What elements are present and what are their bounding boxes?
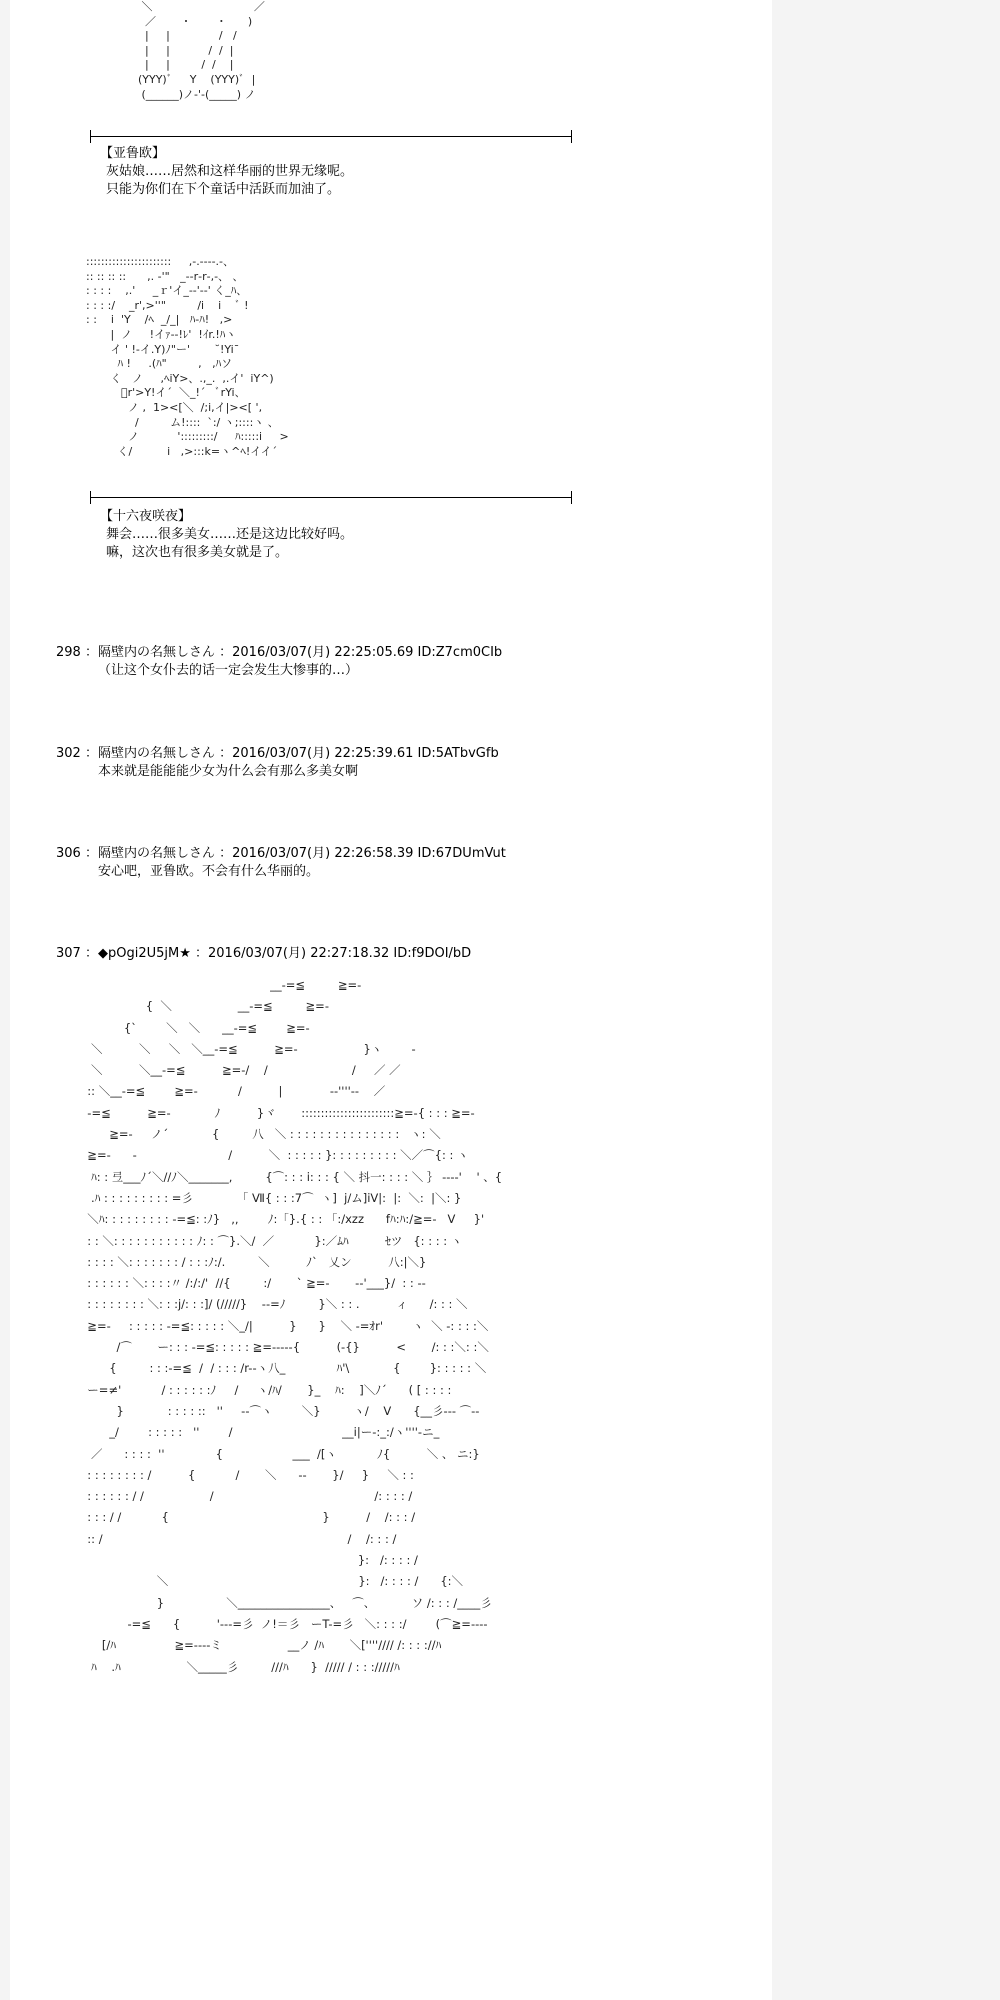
post-date: 2016/03/07(月) 22:25:39.61	[232, 746, 414, 761]
sakuya-ascii-art: ::::::::::::::::::::::: ,-.----.-、 :: :: :: :: ,. ‐'" _-‐r‐r‐,-、 、 : : : : ,.' _ｒ'イ_-‐'-‐' く_ﾊ、 : : : :/ _r',>''" /i i ﾞ ! : : i 'Y /ﾍ _/_| ﾊ-ﾊ! ,> | ノ !イｧ-‐!ﾚ' !ｲr.!ﾊヽ イ ' !-イ.Y)ﾉ"ー' ˘!Yi¯ ﾊ ! .(ﾊ" , ,ﾊソ く ノ ,ﾍiY>、.,_. ,.イ' iY^) ﾞr'>Y!イ´ ＼_!´ ﾞrYi、 ノ , 1><[＼ /;i,イ|><[ ', / ム!:::: `:/ ヽ;::::ヽ 、 ノ ':::::::::/ ﾊ:::::i > く/ i ,>:::k=ヽ^ﾍ!イイ´	[86, 255, 289, 458]
poster-id[interactable]: ID:Z7cm0CIb	[417, 645, 503, 660]
speaker-name: 【亚鲁欧】	[100, 146, 166, 161]
dialogue-line: 嘛，这次也有很多美女就是了。	[106, 545, 289, 560]
poster-name: ◆pOgi2U5jM★	[97, 946, 191, 961]
post-body: 安心吧，亚鲁欧。不会有什么华丽的。	[98, 864, 320, 879]
post-body: 本来就是能能能少女为什么会有那么多美女啊	[98, 764, 359, 779]
dialogue-line: 只能为你们在下个童话中活跃而加油了。	[106, 182, 341, 197]
cinderella-ascii-art: ＼ ／ ／ ・ ・ ) | | / / | | / / | | | / / | (YYY)ﾞ Y (YYY)ﾞ | (______)ノ-'-(_____) ノ	[137, 0, 265, 101]
poster-id[interactable]: ID:f9DOI/bD	[393, 946, 472, 961]
post-number[interactable]: 306	[56, 846, 81, 861]
dialogue-divider	[90, 497, 572, 498]
right-margin	[772, 0, 1000, 2000]
dialogue-line: 灰姑娘……居然和这样华丽的世界无缘呢。	[106, 164, 354, 179]
dialogue-divider	[90, 136, 572, 137]
thread-page	[10, 0, 772, 2000]
left-margin	[0, 0, 10, 2000]
poster-id[interactable]: ID:5ATbvGfb	[417, 746, 499, 761]
post-date: 2016/03/07(月) 22:27:18.32	[208, 946, 390, 961]
post-header: 306 ：隔壁内の名無しさん ：2016/03/07(月) 22:26:58.39 ID:67DUmVut	[56, 846, 506, 861]
poster-name: 隔壁内の名無しさん	[97, 846, 215, 861]
speaker-name: 【十六夜咲夜】	[100, 509, 192, 524]
poster-id[interactable]: ID:67DUmVut	[417, 846, 506, 861]
poster-name: 隔壁内の名無しさん	[97, 746, 215, 761]
post-header: 302 ：隔壁内の名無しさん ：2016/03/07(月) 22:25:39.61 ID:5ATbvGfb	[56, 746, 499, 761]
post-header: 307 ：◆pOgi2U5jM★ ：2016/03/07(月) 22:27:18.32 ID:f9DOI/bD	[56, 946, 472, 961]
post-date: 2016/03/07(月) 22:25:05.69	[232, 645, 414, 660]
group-ascii-art: __-=≦ ≧=- { ＼ __-=≦ ≧=- {` ＼ ＼ __-=≦ ≧=- ＼ ＼ ＼ ＼__-=≦ ≧=- }ヽ ‐ ＼ ＼__-=≦ ≧=-/ / / ／ ／ :: ＼__-=≦ ≧=- / | --''''-- ／ -=≦ ≧=- ﾉ }ヾ ::::::::::::::::::::::::≧=-{ : : : ≧=- ≧=- ノ´ { 八 ＼ : : : : : : : : : : : : : : : ヽ: ＼ ≧=- - / ＼ : : : : : }: : : : : : : : : ＼／⌒{: : ヽ ﾊ: : 弖___ﾉ´＼//ﾉ＼_______, {⌒: : : i: : : { ＼ 抖一: : : : ＼ ｝ ----' ' 、{ .ﾊ : : : : : : : : : =彡 「 Ⅶ{ : : :7⌒ ヽ] j/ム]iV|: |: ＼: |＼: } ＼ﾊ: : : : : : : : : -=≦: :ﾉ} ,, ﾉ:「}.{ : : 「:/xzz fﾊ:ﾊ:/≧=- V }' : : ＼: : : : : : : : : : : ﾉ: : ⌒}.＼/ ／ }:／ﾑﾊ ｾツ {: : : : ヽ : : : : ＼: : : : : : : / : : :ﾉ:/. ＼ ﾉ` 乂ン 八:|＼} : : : : : : ＼: : : :〃 /:/:/' //{ :/ ` ≧=- --'___}/ : : -‐ : : : : : : : : ＼: : :j/: : :]/ (/////} --=ﾉ }＼ : : . ィ /: : : ＼ ≧=- : : : : : -=≦: : : : : ＼_/| } } ＼ -=ｵr' ヽ ＼ -: : : :＼ /⌒ ー: : : -=≦: : : : : ≧=-----{ (-{} < /: : :＼: :＼ { : : :-=≦ / / : : : /r--ヽ八_ ﾊ'\ { }: : : : : ＼ ー=≠' / : : : : : :ﾉ / ヽ/ﾊ/ }_ ﾊ: ]＼ﾉ´ ( [ : : : : } : : : : :: '' --⌒ヽ ＼} ヽ/ V {__彡--- ⌒-- _/ : : : : : '' / __i|ー-:_:/ヽ''''-ニ_ ／ : : : : '' { ___ /[ヽ ﾉ{ ＼ 、 ニ:} : : : : : : : : / { / ＼ -- }/ } ＼ : : : : : : : : / / / /: : : : / : : : / / { } / /: : : / :: / / /: : : / }: /: : : : / ＼ }: /: : : : / {:＼ } ＼________________、 ⌒、 ソ /: : : /____彡 -=≦ { '---=彡 ノ!＝彡 ーT-=彡 ＼: : : :/ (⌒≧=---- [/ﾊ ≧=----ミ __ノ /ﾊ ＼[''''//// /: : : ://ﾊ ﾊ .ﾊ ＼_____彡 ///ﾊ } ///// / : : ://///ﾊ	[87, 978, 503, 1674]
post-number[interactable]: 302	[56, 746, 81, 761]
post-number[interactable]: 307	[56, 946, 81, 961]
post-number[interactable]: 298	[56, 645, 81, 660]
poster-name: 隔壁内の名無しさん	[97, 645, 215, 660]
post-header: 298 ：隔壁内の名無しさん ：2016/03/07(月) 22:25:05.69 ID:Z7cm0CIb	[56, 645, 503, 660]
post-date: 2016/03/07(月) 22:26:58.39	[232, 846, 414, 861]
post-body: （让这个女仆去的话一定会发生大惨事的…）	[98, 663, 359, 678]
dialogue-line: 舞会……很多美女……还是这边比较好吗。	[106, 527, 354, 542]
